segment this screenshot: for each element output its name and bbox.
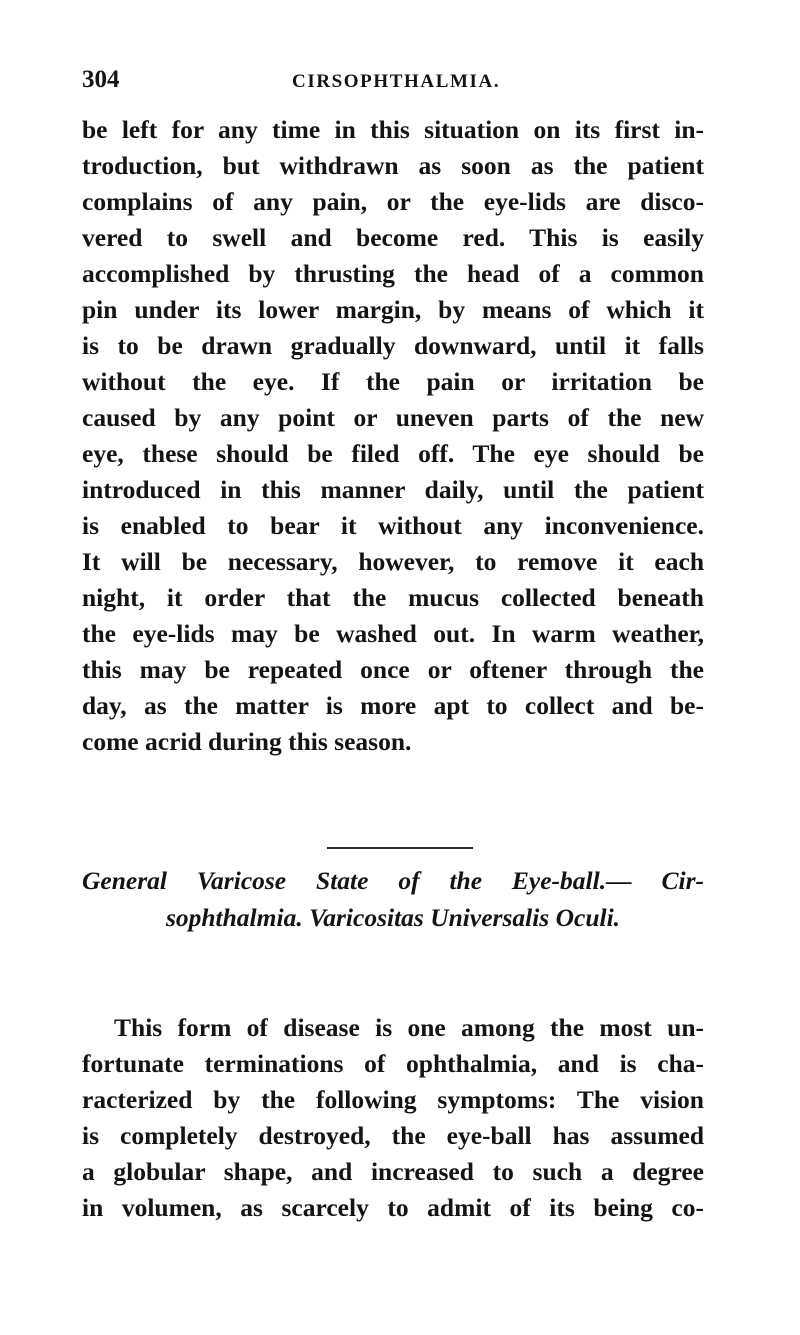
heading-line: sophthalmia. Varicositas Universalis Oculi.	[165, 903, 621, 932]
text-line: this may be repeated once or oftener through the	[82, 655, 704, 684]
text-line: pin under its lower margin, by means of which it	[82, 295, 704, 324]
text-line: fortunate terminations of ophthalmia, and is cha-	[82, 1049, 704, 1078]
text-line: eye, these should be filed off. The eye should be	[82, 439, 704, 468]
section-heading	[82, 862, 704, 936]
text-line: is enabled to bear it without any inconvenience.	[82, 511, 704, 540]
text-line: day, as the matter is more apt to collect and be-	[82, 691, 704, 720]
text-line: be left for any time in this situation on its first in-	[82, 115, 704, 144]
running-head	[82, 62, 704, 102]
text-line: vered to swell and become red. This is easily	[82, 223, 704, 252]
text-line: It will be necessary, however, to remove it each	[82, 547, 704, 576]
text-line: is completely destroyed, the eye-ball has assumed	[82, 1121, 704, 1150]
heading-line: General Varicose State of the Eye-ball.— Cir-	[82, 866, 704, 895]
text-line: night, it order that the mucus collected beneath	[82, 583, 704, 612]
text-line: troduction, but withdrawn as soon as the patient	[82, 151, 704, 180]
text-line: is to be drawn gradually downward, until it falls	[82, 331, 704, 360]
running-title: CIRSOPHTHALMIA.	[292, 71, 501, 92]
text-line: in volumen, as scarcely to admit of its being co-	[82, 1193, 704, 1222]
section-divider	[327, 847, 473, 849]
text-line: complains of any pain, or the eye-lids are disco-	[82, 187, 704, 216]
paragraph	[82, 1010, 704, 1226]
text-line: without the eye. If the pain or irritation be	[82, 367, 704, 396]
text-line: a globular shape, and increased to such a degree	[82, 1157, 704, 1186]
text-line: come acrid during this season.	[82, 727, 412, 756]
text-line: the eye-lids may be washed out. In warm weather,	[82, 619, 704, 648]
text-line: caused by any point or uneven parts of the new	[82, 403, 704, 432]
text-line: accomplished by thrusting the head of a common	[82, 259, 704, 288]
text-line: racterized by the following symptoms: The vision	[82, 1085, 704, 1114]
paragraph-continued	[82, 112, 704, 760]
text-line: This form of disease is one among the most un-	[114, 1013, 704, 1042]
text-line: introduced in this manner daily, until the patient	[82, 475, 704, 504]
page-number: 304	[82, 66, 120, 93]
